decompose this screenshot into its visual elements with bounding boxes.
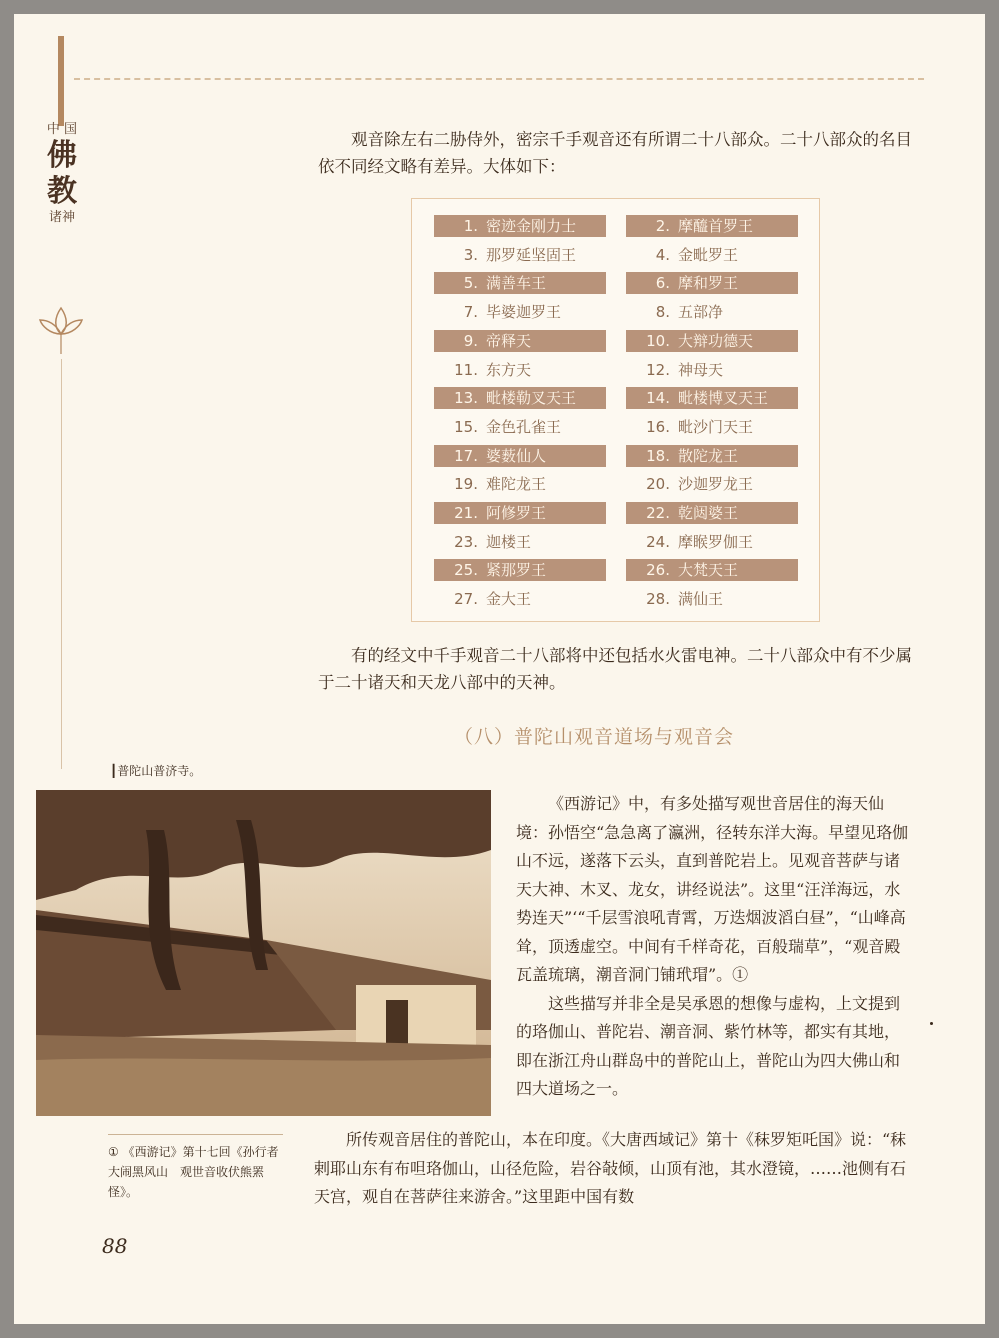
list-item-number: 7. xyxy=(463,303,478,322)
list-item-name: 金大王 xyxy=(486,590,532,609)
list-item-number: 8. xyxy=(655,303,670,322)
list-item-name: 那罗延坚固王 xyxy=(486,245,577,264)
page-number: 88 xyxy=(102,1234,128,1258)
stray-dot xyxy=(930,1022,933,1025)
list-item-name: 散陀龙王 xyxy=(678,446,739,465)
body-paragraph-3: 所传观音居住的普陀山，本在印度。《大唐西域记》第十《秣罗矩吒国》说：“秣剌耶山东有布呾珞伽山，山径危险，岩谷敧倾，山顶有池，其水澄镜，……池侧有石天宫，观自在菩萨往来游舍。”这里距中国有数 xyxy=(314,1130,907,1206)
side-accent-bar xyxy=(58,36,64,126)
list-item-number: 4. xyxy=(655,245,670,264)
footnote: ① 《西游记》第十七回《孙行者大闹黑风山 观世音收伏熊罴怪》。 xyxy=(108,1145,279,1199)
list-item-name: 满仙王 xyxy=(678,590,724,609)
list-item-name: 毕婆迦罗王 xyxy=(486,303,562,322)
list-item xyxy=(626,301,798,323)
list-item-name: 婆薮仙人 xyxy=(486,446,547,465)
series-subtitle: 诸神 xyxy=(48,210,75,225)
list-item xyxy=(626,559,798,581)
side-vertical-rule xyxy=(61,359,62,769)
list-item-name: 密迹金刚力士 xyxy=(486,217,577,235)
list-item-name: 迦楼王 xyxy=(486,532,532,551)
list-item xyxy=(434,559,606,581)
list-item xyxy=(434,531,606,553)
list-item-number: 21. xyxy=(454,504,478,522)
list-item-name: 摩睺罗伽王 xyxy=(678,532,754,551)
list-item-number: 18. xyxy=(646,446,670,465)
list-item-number: 10. xyxy=(646,331,670,350)
list-item-name: 五部净 xyxy=(678,303,724,322)
list-item xyxy=(626,502,798,524)
list-item-name: 沙迦罗龙王 xyxy=(678,475,754,494)
list-item-number: 1. xyxy=(463,217,478,235)
list-item-number: 6. xyxy=(655,274,670,293)
list-item-name: 毗沙门天王 xyxy=(678,417,754,436)
list-item-name: 金色孔雀王 xyxy=(486,417,562,436)
list-item-number: 2. xyxy=(655,217,670,235)
list-item xyxy=(626,588,798,610)
list-item-name: 帝释天 xyxy=(486,331,532,350)
list-item-name: 阿修罗王 xyxy=(486,504,547,522)
section-heading: （八）普陀山观音道场与观音会 xyxy=(454,726,735,748)
list-item-name: 大梵天王 xyxy=(678,561,739,580)
list-item xyxy=(626,445,798,467)
list-item-number: 25. xyxy=(454,561,478,580)
list-item-name: 毗楼博叉天王 xyxy=(678,389,769,408)
list-item xyxy=(434,588,606,610)
list-item xyxy=(626,531,798,553)
list-item-number: 22. xyxy=(646,504,670,522)
list-item-name: 乾闼婆王 xyxy=(678,504,739,522)
list-item-name: 紧那罗王 xyxy=(486,561,547,580)
photo-caption: ┃普陀山普济寺。 xyxy=(110,764,202,778)
list-item-number: 23. xyxy=(454,532,478,551)
list-item-number: 11. xyxy=(454,360,478,379)
list-item xyxy=(434,359,606,381)
list-item-number: 24. xyxy=(646,532,670,551)
list-item-number: 14. xyxy=(646,389,670,408)
list-item xyxy=(626,244,798,266)
list-item xyxy=(626,215,798,237)
list-item-name: 神母天 xyxy=(678,360,724,379)
list-item-number: 26. xyxy=(646,561,670,580)
list-item-number: 28. xyxy=(646,590,670,609)
list-item-number: 19. xyxy=(454,475,478,494)
list-item-number: 5. xyxy=(463,274,478,293)
list-item xyxy=(434,416,606,438)
series-title-char-2: 教 xyxy=(47,174,77,209)
temple-photo xyxy=(36,790,491,1116)
list-item-number: 9. xyxy=(463,331,478,350)
list-item-name: 满善车王 xyxy=(486,274,547,293)
lotus-ornament-icon xyxy=(36,304,86,356)
list-item-number: 3. xyxy=(463,245,478,264)
list-item xyxy=(626,359,798,381)
list-item-name: 难陀龙王 xyxy=(486,475,547,494)
twenty-eight-list-box xyxy=(411,198,820,622)
book-page xyxy=(14,14,985,1324)
series-title-small: 中 国 xyxy=(46,122,78,137)
header-dashed-rule xyxy=(74,78,924,80)
list-item-name: 摩和罗王 xyxy=(678,274,739,293)
list-item xyxy=(434,215,606,237)
body-paragraph-1: 《西游记》中，有多处描写观世音居住的海天仙境：孙悟空“急急离了瀛洲，径转东洋大海。早望见珞伽山不远，遂落下云头，直到普陀岩上。见观音菩萨与诸天大神、木叉、龙女，讲经说法”。这里“汪洋海远，水势连天”‘“千层雪浪吼青霄，万迭烟波滔白昼”，“山峰高耸，顶透虚空。中间有千样奇花，百般瑞草”，“观音殿瓦盖琉璃，潮音洞门铺玳瑁”。① xyxy=(516,794,909,984)
list-item-number: 27. xyxy=(454,590,478,609)
list-item xyxy=(434,244,606,266)
list-item-name: 毗楼勒叉天王 xyxy=(486,389,577,408)
list-item xyxy=(434,473,606,495)
list-item-name: 金毗罗王 xyxy=(678,245,739,264)
list-item-number: 15. xyxy=(454,417,478,436)
list-item xyxy=(434,502,606,524)
list-item xyxy=(626,387,798,409)
intro-paragraph: 观音除左右二胁侍外，密宗千手观音还有所谓二十八部众。二十八部众的名目依不同经文略有差异。大体如下： xyxy=(318,130,912,176)
second-paragraph: 有的经文中千手观音二十八部将中还包括水火雷电神。二十八部众中有不少属于二十诸天和天龙八部中的天神。 xyxy=(318,646,912,692)
list-item xyxy=(626,416,798,438)
series-title-char-1: 佛 xyxy=(47,138,77,173)
list-item xyxy=(434,301,606,323)
list-item xyxy=(626,330,798,352)
list-item-name: 大辩功德天 xyxy=(678,331,754,350)
list-item xyxy=(626,272,798,294)
list-item-name: 摩醯首罗王 xyxy=(678,217,754,235)
list-item xyxy=(434,330,606,352)
list-item-name: 东方天 xyxy=(486,360,532,379)
list-item-number: 16. xyxy=(646,417,670,436)
list-item-number: 20. xyxy=(646,475,670,494)
list-item-number: 17. xyxy=(454,446,478,465)
list-item-number: 13. xyxy=(454,389,478,408)
footnote-rule xyxy=(108,1134,283,1135)
list-item xyxy=(626,473,798,495)
list-item xyxy=(434,445,606,467)
list-item xyxy=(434,387,606,409)
body-paragraph-2: 这些描写并非全是吴承恩的想像与虚构，上文提到的珞伽山、普陀岩、潮音洞、紫竹林等，都实有其地，即在浙江舟山群岛中的普陀山上，普陀山为四大佛山和四大道场之一。 xyxy=(516,993,901,1098)
list-item-number: 12. xyxy=(646,360,670,379)
list-item xyxy=(434,272,606,294)
main-body-text xyxy=(516,790,914,1104)
series-title xyxy=(34,122,90,226)
